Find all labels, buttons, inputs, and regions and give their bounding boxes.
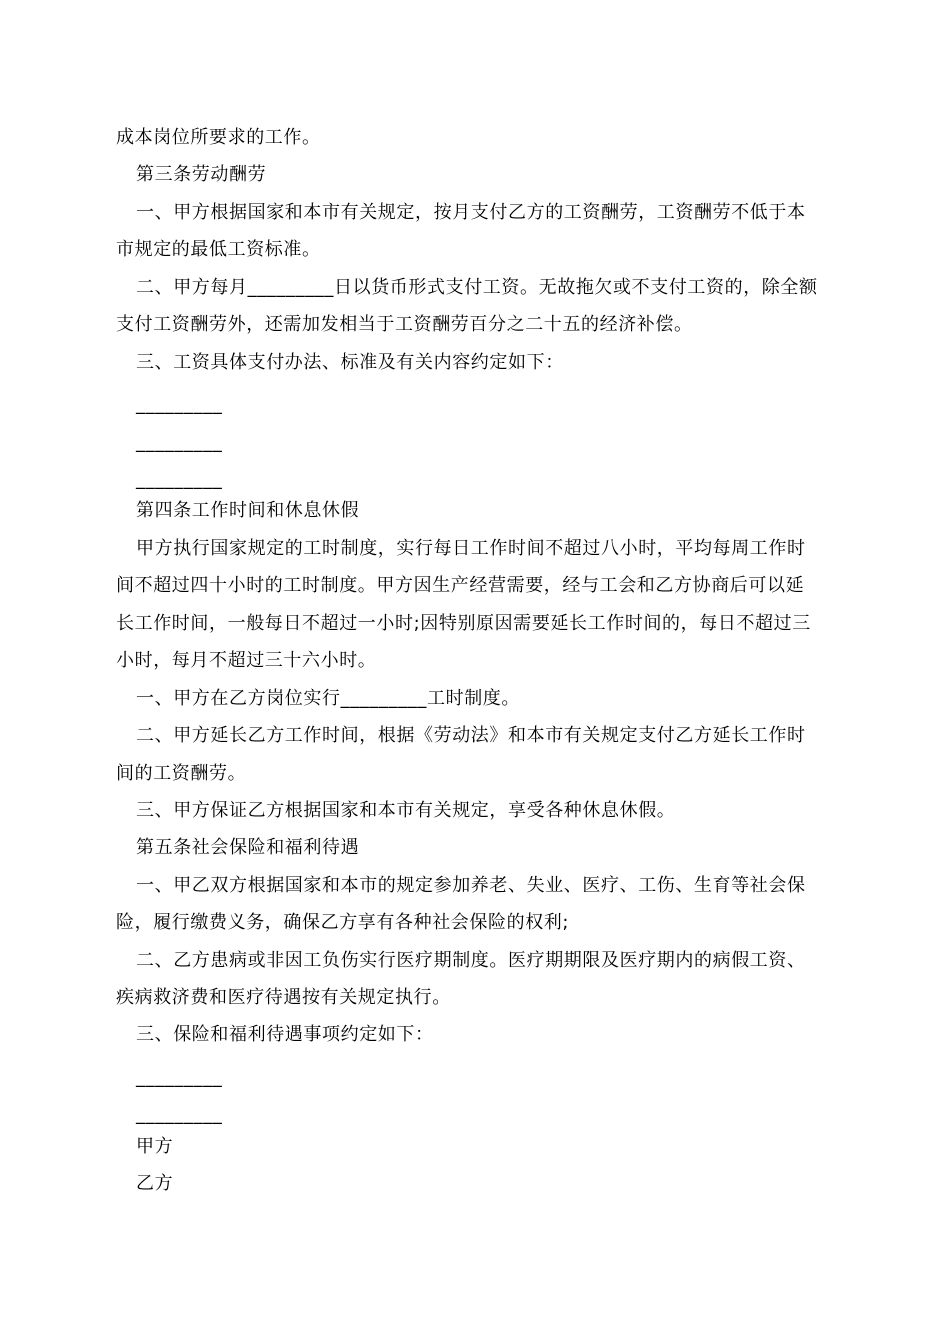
signature-label-party-a: 甲方 bbox=[136, 1136, 174, 1157]
text-line: 支付工资酬劳外，还需加发相当于工资酬劳百分之二十五的经济补偿。 bbox=[116, 314, 693, 335]
text-line: 市规定的最低工资标准。 bbox=[116, 239, 321, 260]
blank-line: _________ bbox=[136, 1067, 223, 1088]
text-line: 间的工资酬劳。 bbox=[116, 763, 247, 784]
section-heading: 第五条社会保险和福利待遇 bbox=[136, 837, 360, 858]
text-line: 一、甲方根据国家和本市有关规定，按月支付乙方的工资酬劳，工资酬劳不低于本 bbox=[136, 202, 806, 223]
text-line: 二、甲方每月_________日以货币形式支付工资。无故拖欠或不支付工资的，除全额 bbox=[136, 277, 818, 298]
text-line: 疾病救济费和医疗待遇按有关规定执行。 bbox=[116, 987, 451, 1008]
section-heading: 第三条劳动酬劳 bbox=[136, 164, 267, 185]
text-line: 成本岗位所要求的工作。 bbox=[116, 127, 321, 148]
blank-line: _________ bbox=[136, 469, 223, 490]
text-line: 三、工资具体支付办法、标准及有关内容约定如下： bbox=[136, 352, 564, 373]
text-line: 长工作时间，一般每日不超过一小时;因特别原因需要延长工作时间的，每日不超过三 bbox=[116, 613, 811, 634]
text-line: 二、甲方延长乙方工作时间，根据《劳动法》和本市有关规定支付乙方延长工作时 bbox=[136, 725, 806, 746]
text-line: 险，履行缴费义务，确保乙方享有各种社会保险的权利; bbox=[116, 912, 570, 933]
blank-line: _________ bbox=[136, 432, 223, 453]
text-line: 二、乙方患病或非因工负伤实行医疗期制度。医疗期期限及医疗期内的病假工资、 bbox=[136, 950, 806, 971]
text-line: 一、甲方在乙方岗位实行_________工时制度。 bbox=[136, 688, 520, 709]
text-line: 三、甲方保证乙方根据国家和本市有关规定，享受各种休息休假。 bbox=[136, 800, 676, 821]
section-heading: 第四条工作时间和休息休假 bbox=[136, 500, 360, 521]
signature-label-party-b: 乙方 bbox=[136, 1173, 174, 1194]
blank-line: _________ bbox=[136, 394, 223, 415]
text-line: 小时，每月不超过三十六小时。 bbox=[116, 650, 377, 671]
text-line: 甲方执行国家规定的工时制度，实行每日工作时间不超过八小时，平均每周工作时 bbox=[136, 538, 806, 559]
text-line: 三、保险和福利待遇事项约定如下： bbox=[136, 1024, 434, 1045]
text-line: 间不超过四十小时的工时制度。甲方因生产经营需要，经与工会和乙方协商后可以延 bbox=[116, 575, 805, 596]
blank-line: _________ bbox=[136, 1104, 223, 1125]
text-line: 一、甲乙双方根据国家和本市的规定参加养老、失业、医疗、工伤、生育等社会保 bbox=[136, 875, 806, 896]
